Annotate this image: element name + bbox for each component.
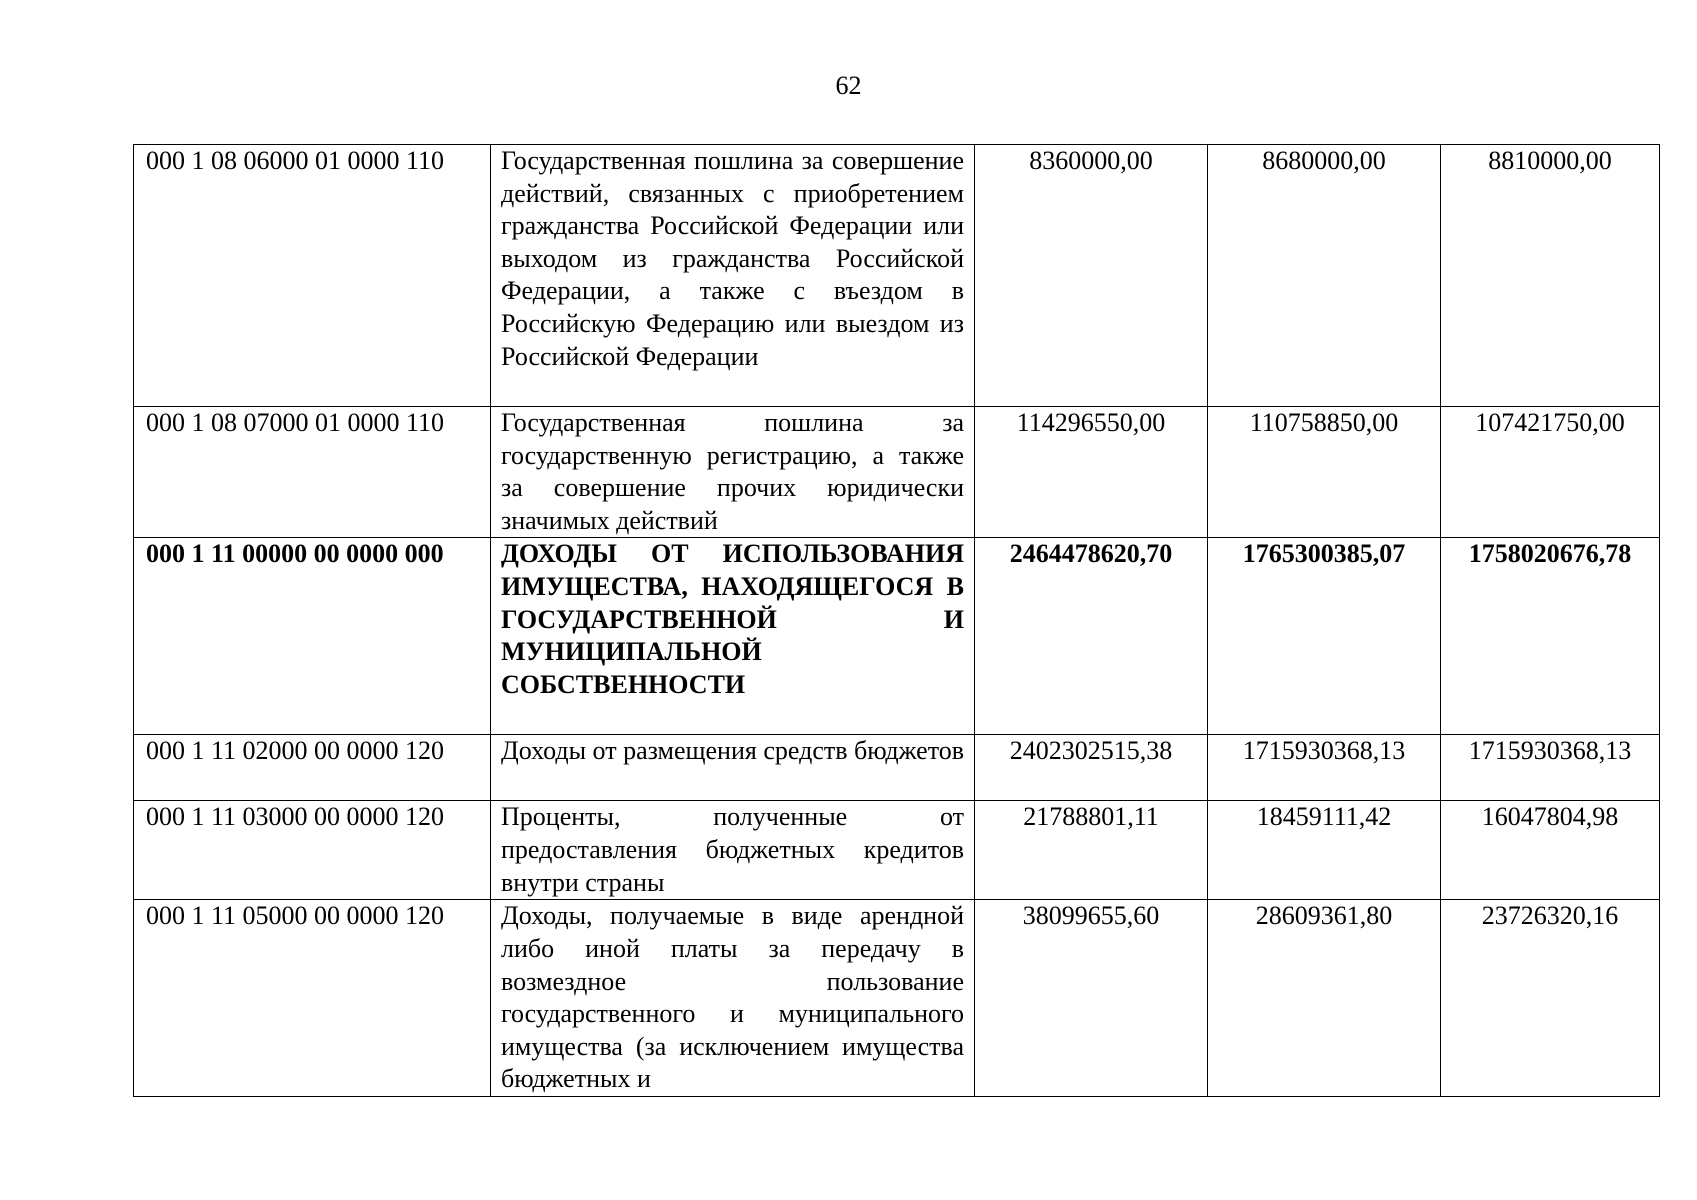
amount-cell-1: 21788801,11 bbox=[975, 801, 1208, 900]
amount-cell-2: 28609361,80 bbox=[1208, 900, 1441, 1097]
description-cell: Проценты, полученные от предоставления бюджетных кредитов внутри страны bbox=[491, 801, 975, 900]
table-row bbox=[134, 801, 1660, 900]
amount-cell-2: 1715930368,13 bbox=[1208, 735, 1441, 801]
amount-cell-2: 110758850,00 bbox=[1208, 407, 1441, 538]
amount-cell-2: 1765300385,07 bbox=[1208, 538, 1441, 735]
table-row-section-total bbox=[134, 538, 1660, 735]
table-row bbox=[134, 735, 1660, 801]
description-cell: Доходы от размещения средств бюджетов bbox=[491, 735, 975, 801]
page-number: 62 bbox=[835, 71, 862, 100]
amount-cell-3: 16047804,98 bbox=[1441, 801, 1660, 900]
description-cell: Доходы, получаемые в виде арендной либо иной платы за передачу в возмездное пользование государственного и муниципального имущества (за исключением имущества бюджетных и bbox=[491, 900, 975, 1097]
table-row bbox=[134, 407, 1660, 538]
table-row bbox=[134, 145, 1660, 407]
description-cell: ДОХОДЫ ОТ ИСПОЛЬЗОВАНИЯ ИМУЩЕСТВА, НАХОДЯЩЕГОСЯ В ГОСУДАРСТВЕННОЙ И МУНИЦИПАЛЬНОЙ СОБСТВЕННОСТИ bbox=[491, 538, 975, 735]
budget-code-cell: 000 1 11 00000 00 0000 000 bbox=[134, 538, 491, 735]
amount-cell-3: 107421750,00 bbox=[1441, 407, 1660, 538]
table-row bbox=[134, 900, 1660, 1097]
amount-cell-1: 38099655,60 bbox=[975, 900, 1208, 1097]
amount-cell-3: 1715930368,13 bbox=[1441, 735, 1660, 801]
budget-code-cell: 000 1 08 06000 01 0000 110 bbox=[134, 145, 491, 407]
amount-cell-3: 23726320,16 bbox=[1441, 900, 1660, 1097]
budget-code-cell: 000 1 11 05000 00 0000 120 bbox=[134, 900, 491, 1097]
amount-cell-3: 1758020676,78 bbox=[1441, 538, 1660, 735]
amount-cell-1: 2402302515,38 bbox=[975, 735, 1208, 801]
amount-cell-1: 8360000,00 bbox=[975, 145, 1208, 407]
budget-code-cell: 000 1 11 02000 00 0000 120 bbox=[134, 735, 491, 801]
budget-code-cell: 000 1 11 03000 00 0000 120 bbox=[134, 801, 491, 900]
amount-cell-2: 18459111,42 bbox=[1208, 801, 1441, 900]
description-cell: Государственная пошлина за государственную регистрацию, а также за совершение прочих юридически значимых действий bbox=[491, 407, 975, 538]
amount-cell-3: 8810000,00 bbox=[1441, 145, 1660, 407]
amount-cell-1: 2464478620,70 bbox=[975, 538, 1208, 735]
budget-revenue-table bbox=[133, 144, 1660, 1097]
budget-code-cell: 000 1 08 07000 01 0000 110 bbox=[134, 407, 491, 538]
amount-cell-1: 114296550,00 bbox=[975, 407, 1208, 538]
amount-cell-2: 8680000,00 bbox=[1208, 145, 1441, 407]
description-cell: Государственная пошлина за совершение действий, связанных с приобретением гражданства Российской Федерации или выходом из гражданства Российской Федерации, а также с въездом в Российскую Федерацию или выездом из Российской Федерации bbox=[491, 145, 975, 407]
